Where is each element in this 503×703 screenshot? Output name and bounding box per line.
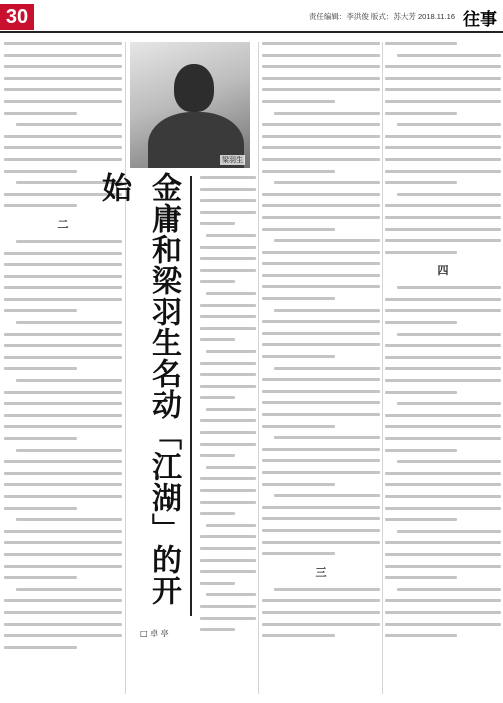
text-line bbox=[206, 292, 256, 295]
text-line bbox=[262, 274, 380, 277]
text-line bbox=[16, 240, 122, 243]
text-line bbox=[385, 379, 501, 382]
text-line bbox=[4, 483, 122, 486]
text-line bbox=[397, 588, 501, 591]
text-line bbox=[200, 246, 256, 249]
text-line bbox=[262, 193, 380, 196]
text-line bbox=[262, 471, 380, 474]
text-line bbox=[262, 320, 380, 323]
text-line bbox=[4, 333, 122, 336]
text-line bbox=[385, 77, 501, 80]
text-line bbox=[4, 437, 77, 440]
text-line bbox=[385, 298, 501, 301]
text-line bbox=[4, 599, 122, 602]
section-name: 往事 bbox=[463, 10, 497, 30]
text-line bbox=[385, 42, 457, 45]
text-line bbox=[397, 402, 501, 405]
text-line bbox=[262, 65, 380, 68]
text-line bbox=[4, 65, 122, 68]
text-line bbox=[4, 541, 122, 544]
text-line bbox=[385, 88, 501, 91]
text-line bbox=[385, 158, 501, 161]
text-line bbox=[200, 443, 256, 446]
text-line bbox=[385, 391, 457, 394]
text-line bbox=[4, 425, 122, 428]
text-line bbox=[262, 425, 335, 428]
text-line bbox=[385, 321, 457, 324]
text-line bbox=[262, 54, 380, 57]
text-line bbox=[4, 367, 77, 370]
photo-caption: 梁羽生 bbox=[222, 156, 243, 164]
text-line bbox=[262, 216, 380, 219]
editor-info: 责任编辑：李洪俊 版式：苏大芳 2018.11.16 bbox=[308, 12, 455, 21]
text-line bbox=[274, 309, 380, 312]
text-line bbox=[4, 414, 122, 417]
text-line bbox=[274, 494, 380, 497]
header-rule bbox=[0, 31, 503, 33]
text-line bbox=[4, 553, 122, 556]
text-line bbox=[262, 123, 380, 126]
text-line bbox=[262, 204, 380, 207]
text-line bbox=[385, 170, 501, 173]
text-line bbox=[16, 518, 122, 521]
text-line bbox=[206, 350, 256, 353]
text-line bbox=[4, 391, 122, 394]
text-line bbox=[262, 611, 380, 614]
text-line bbox=[4, 298, 122, 301]
headline-rule bbox=[190, 176, 192, 616]
text-line bbox=[262, 332, 380, 335]
column-divider bbox=[125, 42, 126, 694]
text-line bbox=[200, 280, 235, 283]
text-line bbox=[385, 309, 501, 312]
text-column-3 bbox=[385, 42, 501, 646]
text-line bbox=[206, 234, 256, 237]
text-line bbox=[262, 297, 335, 300]
text-line bbox=[4, 507, 77, 510]
text-line bbox=[385, 576, 457, 579]
text-line bbox=[4, 204, 77, 207]
text-line bbox=[4, 344, 122, 347]
text-line bbox=[385, 228, 501, 231]
text-line bbox=[4, 54, 122, 57]
text-column-mid bbox=[200, 176, 256, 640]
photo-figure-head bbox=[174, 64, 214, 112]
column-divider bbox=[382, 42, 383, 694]
text-line bbox=[200, 396, 235, 399]
text-line bbox=[16, 379, 122, 382]
text-line bbox=[200, 188, 256, 191]
text-line bbox=[4, 100, 122, 103]
text-line bbox=[4, 135, 122, 138]
text-line bbox=[397, 530, 501, 533]
text-line bbox=[262, 517, 380, 520]
text-line bbox=[200, 454, 235, 457]
text-line bbox=[200, 257, 256, 260]
text-line bbox=[200, 176, 256, 179]
text-line bbox=[200, 385, 256, 388]
text-line bbox=[4, 170, 77, 173]
text-column-2 bbox=[262, 42, 380, 646]
text-line bbox=[274, 239, 380, 242]
text-line bbox=[4, 565, 122, 568]
text-line bbox=[4, 77, 122, 80]
text-line bbox=[385, 425, 501, 428]
text-line bbox=[397, 123, 501, 126]
text-line bbox=[385, 518, 457, 521]
text-line bbox=[200, 338, 235, 341]
text-line bbox=[262, 401, 380, 404]
text-line bbox=[385, 356, 501, 359]
text-line bbox=[274, 436, 380, 439]
text-line bbox=[4, 158, 122, 161]
text-line bbox=[4, 634, 122, 637]
text-line bbox=[200, 477, 256, 480]
text-line bbox=[200, 327, 256, 330]
text-line bbox=[262, 459, 380, 462]
text-line bbox=[4, 495, 122, 498]
text-line bbox=[200, 419, 256, 422]
text-line bbox=[397, 193, 501, 196]
text-line bbox=[262, 483, 335, 486]
text-line bbox=[385, 634, 457, 637]
text-line bbox=[397, 54, 501, 57]
text-line bbox=[200, 431, 256, 434]
text-line bbox=[4, 88, 122, 91]
text-line bbox=[4, 252, 122, 255]
text-line bbox=[200, 547, 256, 550]
text-line bbox=[4, 356, 122, 359]
text-line bbox=[385, 216, 501, 219]
text-line bbox=[385, 507, 501, 510]
text-line bbox=[4, 530, 122, 533]
text-line bbox=[4, 146, 122, 149]
text-line bbox=[262, 413, 380, 416]
text-line bbox=[200, 559, 256, 562]
text-line bbox=[262, 262, 380, 265]
text-line bbox=[200, 628, 235, 631]
text-line bbox=[385, 565, 501, 568]
text-line bbox=[262, 170, 335, 173]
text-line bbox=[385, 239, 501, 242]
text-line bbox=[262, 355, 335, 358]
text-line bbox=[385, 599, 501, 602]
byline: □ 卓 亭 bbox=[140, 629, 169, 638]
text-line bbox=[4, 286, 122, 289]
text-line bbox=[262, 390, 380, 393]
text-line bbox=[385, 135, 501, 138]
text-line bbox=[385, 611, 501, 614]
text-line bbox=[4, 275, 122, 278]
text-column-1 bbox=[4, 42, 122, 657]
text-line bbox=[262, 541, 380, 544]
text-line bbox=[16, 123, 122, 126]
text-line bbox=[262, 42, 380, 45]
text-line bbox=[397, 286, 501, 289]
text-line bbox=[262, 552, 335, 555]
text-line bbox=[206, 524, 256, 527]
text-line bbox=[385, 541, 501, 544]
page-number: 30 bbox=[0, 4, 34, 30]
text-line bbox=[200, 315, 256, 318]
text-line bbox=[4, 460, 122, 463]
text-line bbox=[385, 483, 501, 486]
text-line bbox=[4, 263, 122, 266]
text-line bbox=[200, 582, 235, 585]
text-line bbox=[206, 466, 256, 469]
text-line bbox=[262, 506, 380, 509]
text-line bbox=[385, 146, 501, 149]
text-line bbox=[385, 367, 501, 370]
text-line bbox=[385, 204, 501, 207]
text-line bbox=[200, 222, 235, 225]
text-line bbox=[385, 437, 501, 440]
text-line bbox=[385, 181, 457, 184]
text-line bbox=[397, 333, 501, 336]
text-line bbox=[200, 373, 256, 376]
text-line bbox=[4, 576, 77, 579]
text-line bbox=[200, 535, 256, 538]
text-line bbox=[262, 623, 380, 626]
text-line bbox=[262, 135, 380, 138]
text-line bbox=[4, 112, 77, 115]
text-line bbox=[385, 623, 501, 626]
text-line bbox=[262, 343, 380, 346]
text-line bbox=[262, 228, 335, 231]
text-line bbox=[385, 251, 457, 254]
text-line bbox=[274, 112, 380, 115]
text-line bbox=[385, 553, 501, 556]
text-line bbox=[262, 529, 380, 532]
text-line bbox=[397, 460, 501, 463]
text-line bbox=[385, 344, 501, 347]
article-headline: 金庸和梁羽生名动「江湖」的开始 bbox=[96, 172, 181, 606]
section-number: 三 bbox=[315, 565, 327, 579]
text-line bbox=[200, 199, 256, 202]
text-line bbox=[200, 362, 256, 365]
text-line bbox=[262, 285, 380, 288]
text-line bbox=[200, 512, 235, 515]
text-line bbox=[16, 449, 122, 452]
text-line bbox=[262, 100, 335, 103]
text-line bbox=[262, 634, 335, 637]
text-line bbox=[200, 501, 256, 504]
text-line bbox=[262, 146, 380, 149]
text-line bbox=[200, 570, 256, 573]
text-line bbox=[16, 588, 122, 591]
text-line bbox=[200, 489, 256, 492]
text-line bbox=[262, 77, 380, 80]
text-line bbox=[4, 646, 77, 649]
text-line bbox=[200, 269, 256, 272]
text-line bbox=[4, 42, 122, 45]
text-line bbox=[206, 408, 256, 411]
text-line bbox=[262, 158, 380, 161]
text-line bbox=[4, 611, 122, 614]
text-line bbox=[385, 100, 501, 103]
text-line bbox=[385, 472, 501, 475]
text-line bbox=[4, 402, 122, 405]
page-header bbox=[0, 0, 503, 34]
text-line bbox=[262, 448, 380, 451]
text-line bbox=[200, 211, 256, 214]
text-line bbox=[262, 251, 380, 254]
text-line bbox=[385, 112, 457, 115]
text-line bbox=[4, 623, 122, 626]
text-line bbox=[200, 605, 256, 608]
text-line bbox=[200, 304, 256, 307]
text-line bbox=[385, 449, 457, 452]
column-divider bbox=[258, 42, 259, 694]
author-photo bbox=[130, 42, 250, 168]
section-number: 四 bbox=[437, 264, 449, 278]
text-line bbox=[262, 599, 380, 602]
text-line bbox=[262, 378, 380, 381]
text-line bbox=[4, 472, 122, 475]
text-line bbox=[200, 617, 256, 620]
text-line bbox=[274, 367, 380, 370]
text-line bbox=[4, 309, 77, 312]
text-line bbox=[274, 181, 380, 184]
text-line bbox=[385, 65, 501, 68]
section-number: 二 bbox=[57, 217, 69, 231]
text-line bbox=[16, 321, 122, 324]
text-line bbox=[206, 593, 256, 596]
text-line bbox=[385, 414, 501, 417]
text-line bbox=[262, 88, 380, 91]
text-line bbox=[274, 588, 380, 591]
text-line bbox=[385, 495, 501, 498]
